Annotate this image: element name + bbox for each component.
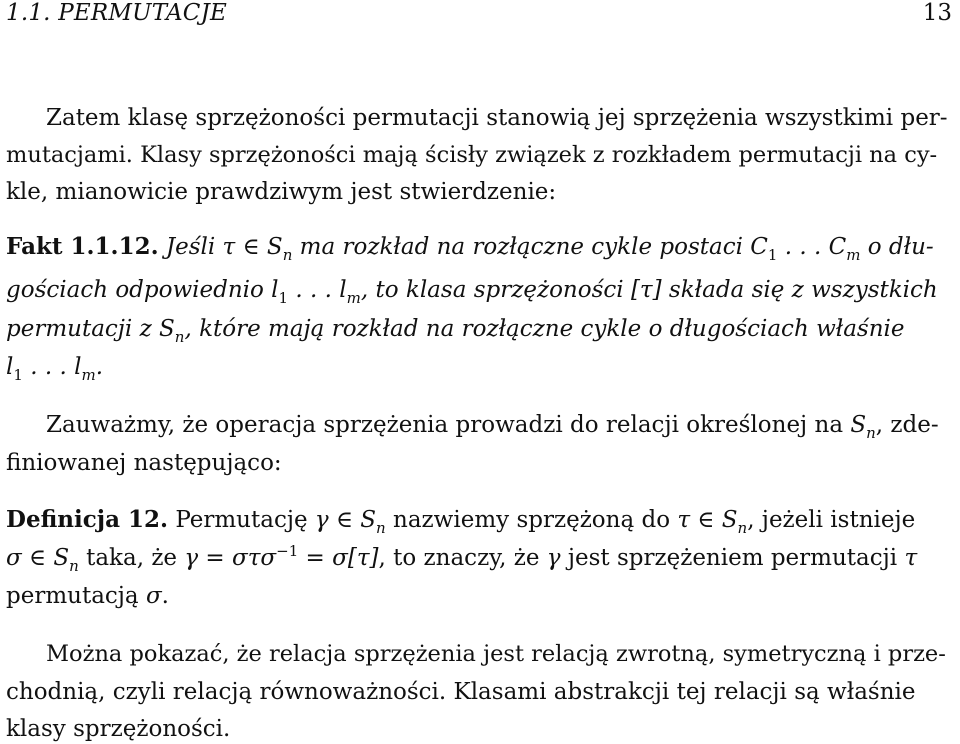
section-title: 1.1. PERMUTACJE: [6, 0, 228, 26]
definition-line1: Definicja 12. Permutację γ ∈ $S_n$ nazwiemy sprzężoną do τ ∈ $S_n$, jeżeli istnieje: [6, 506, 916, 537]
para2-line1: Zauważmy, że operacja sprzężenia prowadzi do relacji określonej na $S_n$, zde-: [46, 412, 939, 442]
fact-line2: gościach odpowiednio $l_1$ . . . $l_m$, to klasa sprzężoności [τ] składa się z wszystkich: [6, 277, 938, 307]
para3-line1: Można pokazać, że relacja sprzężenia jest relacją zwrotną, symetryczną i prze-: [46, 641, 946, 667]
definition-line3: permutacją σ.: [6, 583, 169, 609]
fact-line4: $l_1$ . . . $l_m$.: [6, 354, 103, 384]
para1-line3: kle, mianowicie prawdziwym jest stwierdzenie:: [6, 179, 557, 205]
para1-line1: Zatem klasę sprzężoności permutacji stanowią jej sprzężenia wszystkimi per-: [46, 105, 948, 131]
para3-line3: klasy sprzężoności.: [6, 716, 231, 742]
page-number: 13: [922, 0, 952, 26]
definition-label: Definicja 12.: [6, 506, 169, 533]
para2-line2: finiowanej następująco:: [6, 450, 282, 476]
para3-line2: chodnią, czyli relacją równoważności. Klasami abstrakcji tej relacji są właśnie: [6, 679, 916, 705]
fact-line1: Fakt 1.1.12. Jeśli τ ∈ $S_n$ ma rozkład na rozłączne cykle postaci $C_1$ . . . $C_m$ o dłu-: [6, 233, 934, 264]
para1-line2: mutacjami. Klasy sprzężoności mają ścisły związek z rozkładem permutacji na cy-: [6, 142, 938, 168]
definition-line2: σ ∈ $S_n$ taka, że γ = στσ$^{-1}$ = σ[τ], to znaczy, że γ jest sprzężeniem permutacji τ: [6, 542, 918, 575]
fact-line3: permutacji z $S_n$, które mają rozkład na rozłączne cykle o długościach właśnie: [6, 316, 905, 346]
running-header: [6, 0, 952, 30]
fact-label: Fakt 1.1.12.: [6, 233, 159, 260]
